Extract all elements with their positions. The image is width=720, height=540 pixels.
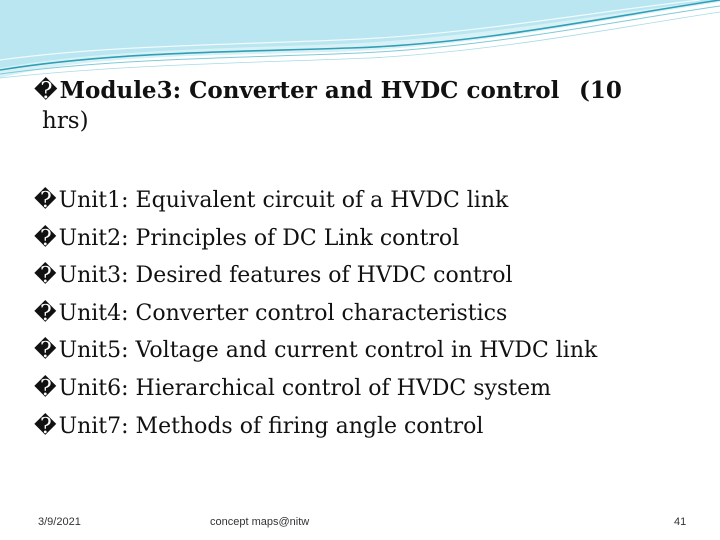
bullet-icon: � [34, 338, 57, 364]
unit-text: Unit6: Hierarchical control of HVDC system [58, 375, 551, 401]
bullet-icon: � [34, 413, 57, 439]
bullet-icon: � [34, 225, 57, 251]
unit-text: Unit3: Desired features of HVDC control [58, 263, 513, 289]
unit-text: Unit4: Converter control characteristics [58, 300, 508, 326]
list-item [34, 182, 597, 220]
unit-text: Unit7: Methods of firing angle control [58, 413, 484, 439]
title-hours-start: (10 [579, 77, 622, 104]
unit-text: Unit5: Voltage and current control in HVDC link [58, 338, 598, 364]
list-item [34, 370, 597, 408]
bullet-icon: � [34, 188, 57, 213]
unit-list [34, 182, 597, 445]
bullet-icon: � [34, 263, 57, 289]
title-text: Module3: Converter and HVDC control [59, 77, 560, 104]
list-item [34, 408, 597, 446]
bullet-icon: � [34, 300, 57, 326]
list-item [34, 332, 597, 370]
page-number: 41 [674, 516, 687, 528]
list-item [34, 257, 597, 295]
footer-date: 3/9/2021 [38, 516, 81, 528]
unit-text: Unit1: Equivalent circuit of a HVDC link [58, 188, 509, 213]
unit-text: Unit2: Principles of DC Link control [58, 225, 460, 251]
title-bullet-icon: � [34, 78, 58, 104]
list-item [34, 220, 597, 258]
list-item [34, 295, 597, 333]
bullet-icon: � [34, 375, 57, 401]
footer-center-text: concept maps@nitw [210, 516, 310, 528]
slide-title [34, 76, 654, 136]
title-hours-end: hrs) [42, 108, 89, 134]
